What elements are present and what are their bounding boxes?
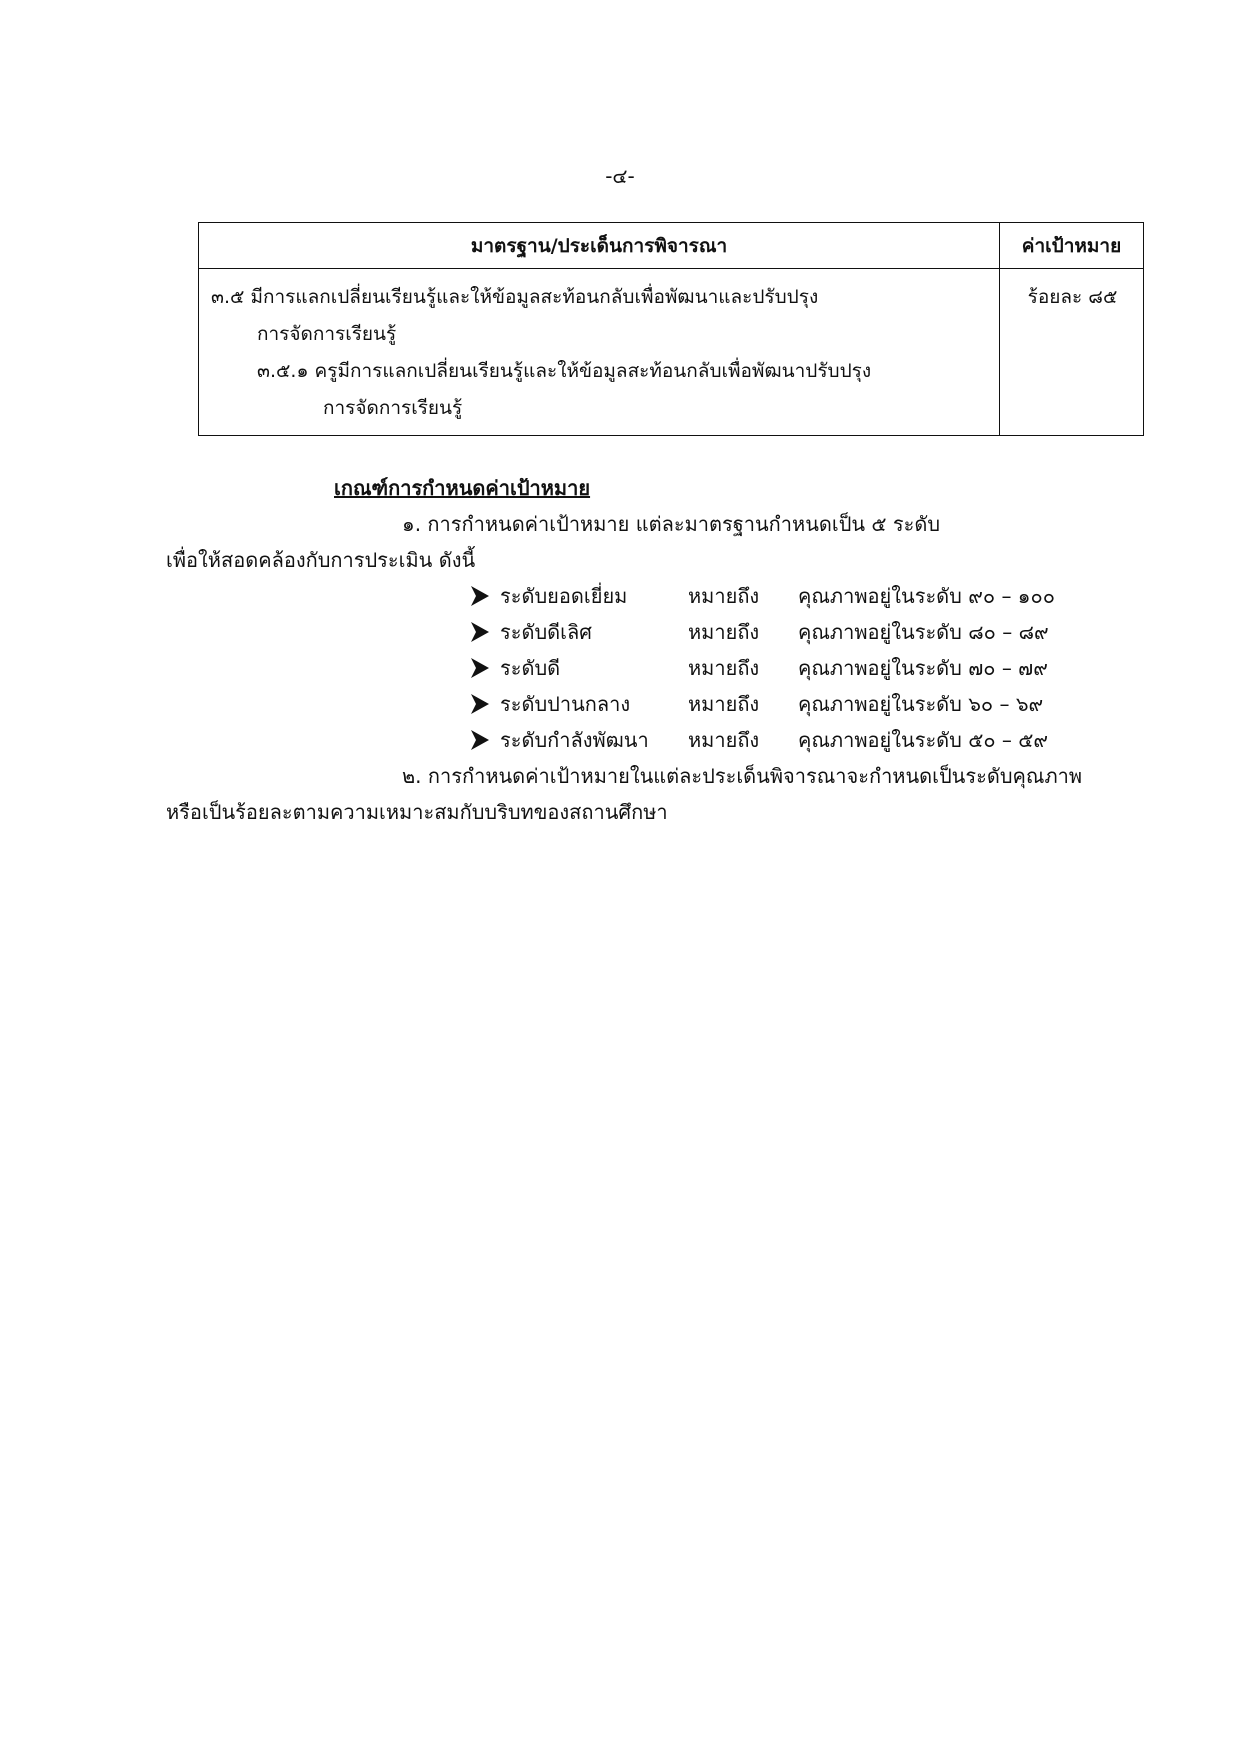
standards-table [198, 222, 1144, 436]
criteria-heading: เกณฑ์การกำหนดค่าเป้าหมาย [334, 476, 591, 500]
arrow-bullet-icon [470, 657, 490, 679]
standard-3-5-line: ๓.๕ มีการแลกเปลี่ยนเรียนรู้และให้ข้อมูลสะท้อนกลับเพื่อพัฒนาและปรับปรุง [211, 286, 819, 308]
page-number: -๔- [605, 164, 635, 188]
level-name: ระดับดี [500, 656, 561, 680]
arrow-bullet-icon [470, 585, 490, 607]
standard-3-5-line-cont: การจัดการเรียนรู้ [257, 323, 397, 345]
list-item [470, 650, 1126, 686]
level-name: ระดับดีเลิศ [500, 620, 592, 644]
criteria-item-1-line-1: ๑. การกำหนดค่าเป้าหมาย แต่ละมาตรฐานกำหนดเป็น ๕ ระดับ [402, 512, 941, 536]
level-description: คุณภาพอยู่ในระดับ ๙๐ – ๑๐๐ [798, 584, 1055, 608]
target-cell: ร้อยละ ๘๕ [1000, 269, 1144, 436]
table-row [199, 269, 1144, 436]
header-target: ค่าเป้าหมาย [1000, 223, 1144, 269]
level-means: หมายถึง [688, 728, 760, 752]
table-header-row [199, 223, 1144, 269]
level-means: หมายถึง [688, 656, 760, 680]
level-name: ระดับปานกลาง [500, 692, 631, 716]
arrow-bullet-icon [470, 621, 490, 643]
level-description: คุณภาพอยู่ในระดับ ๘๐ – ๘๙ [798, 620, 1049, 644]
arrow-bullet-icon [470, 729, 490, 751]
level-means: หมายถึง [688, 692, 760, 716]
level-name: ระดับกำลังพัฒนา [500, 728, 649, 752]
criteria-item-2-line-1: ๒. การกำหนดค่าเป้าหมายในแต่ละประเด็นพิจารณาจะกำหนดเป็นระดับคุณภาพ [402, 764, 1083, 788]
level-description: คุณภาพอยู่ในระดับ ๖๐ – ๖๙ [798, 692, 1044, 716]
arrow-bullet-icon [470, 693, 490, 715]
list-item [470, 722, 1126, 758]
standard-cell [199, 269, 1000, 436]
list-item [470, 686, 1126, 722]
level-name: ระดับยอดเยี่ยม [500, 584, 628, 608]
level-description: คุณภาพอยู่ในระดับ ๕๐ – ๕๙ [798, 728, 1049, 752]
level-means: หมายถึง [688, 584, 760, 608]
list-item [470, 578, 1126, 614]
indicator-3-5-1-line: ๓.๕.๑ ครูมีการแลกเปลี่ยนเรียนรู้และให้ข้อมูลสะท้อนกลับเพื่อพัฒนาปรับปรุง [257, 360, 872, 382]
indicator-3-5-1-line-cont: การจัดการเรียนรู้ [323, 397, 463, 419]
level-means: หมายถึง [688, 620, 760, 644]
criteria-item-1-line-2: เพื่อให้สอดคล้องกับการประเมิน ดังนี้ [166, 548, 476, 572]
level-list [470, 578, 1126, 758]
header-standard: มาตรฐาน/ประเด็นการพิจารณา [199, 223, 1000, 269]
criteria-item-2-line-2: หรือเป็นร้อยละตามความเหมาะสมกับบริบทของสถานศึกษา [166, 800, 668, 824]
list-item [470, 614, 1126, 650]
target-criteria-section [166, 470, 1126, 830]
level-description: คุณภาพอยู่ในระดับ ๗๐ – ๗๙ [798, 656, 1048, 680]
